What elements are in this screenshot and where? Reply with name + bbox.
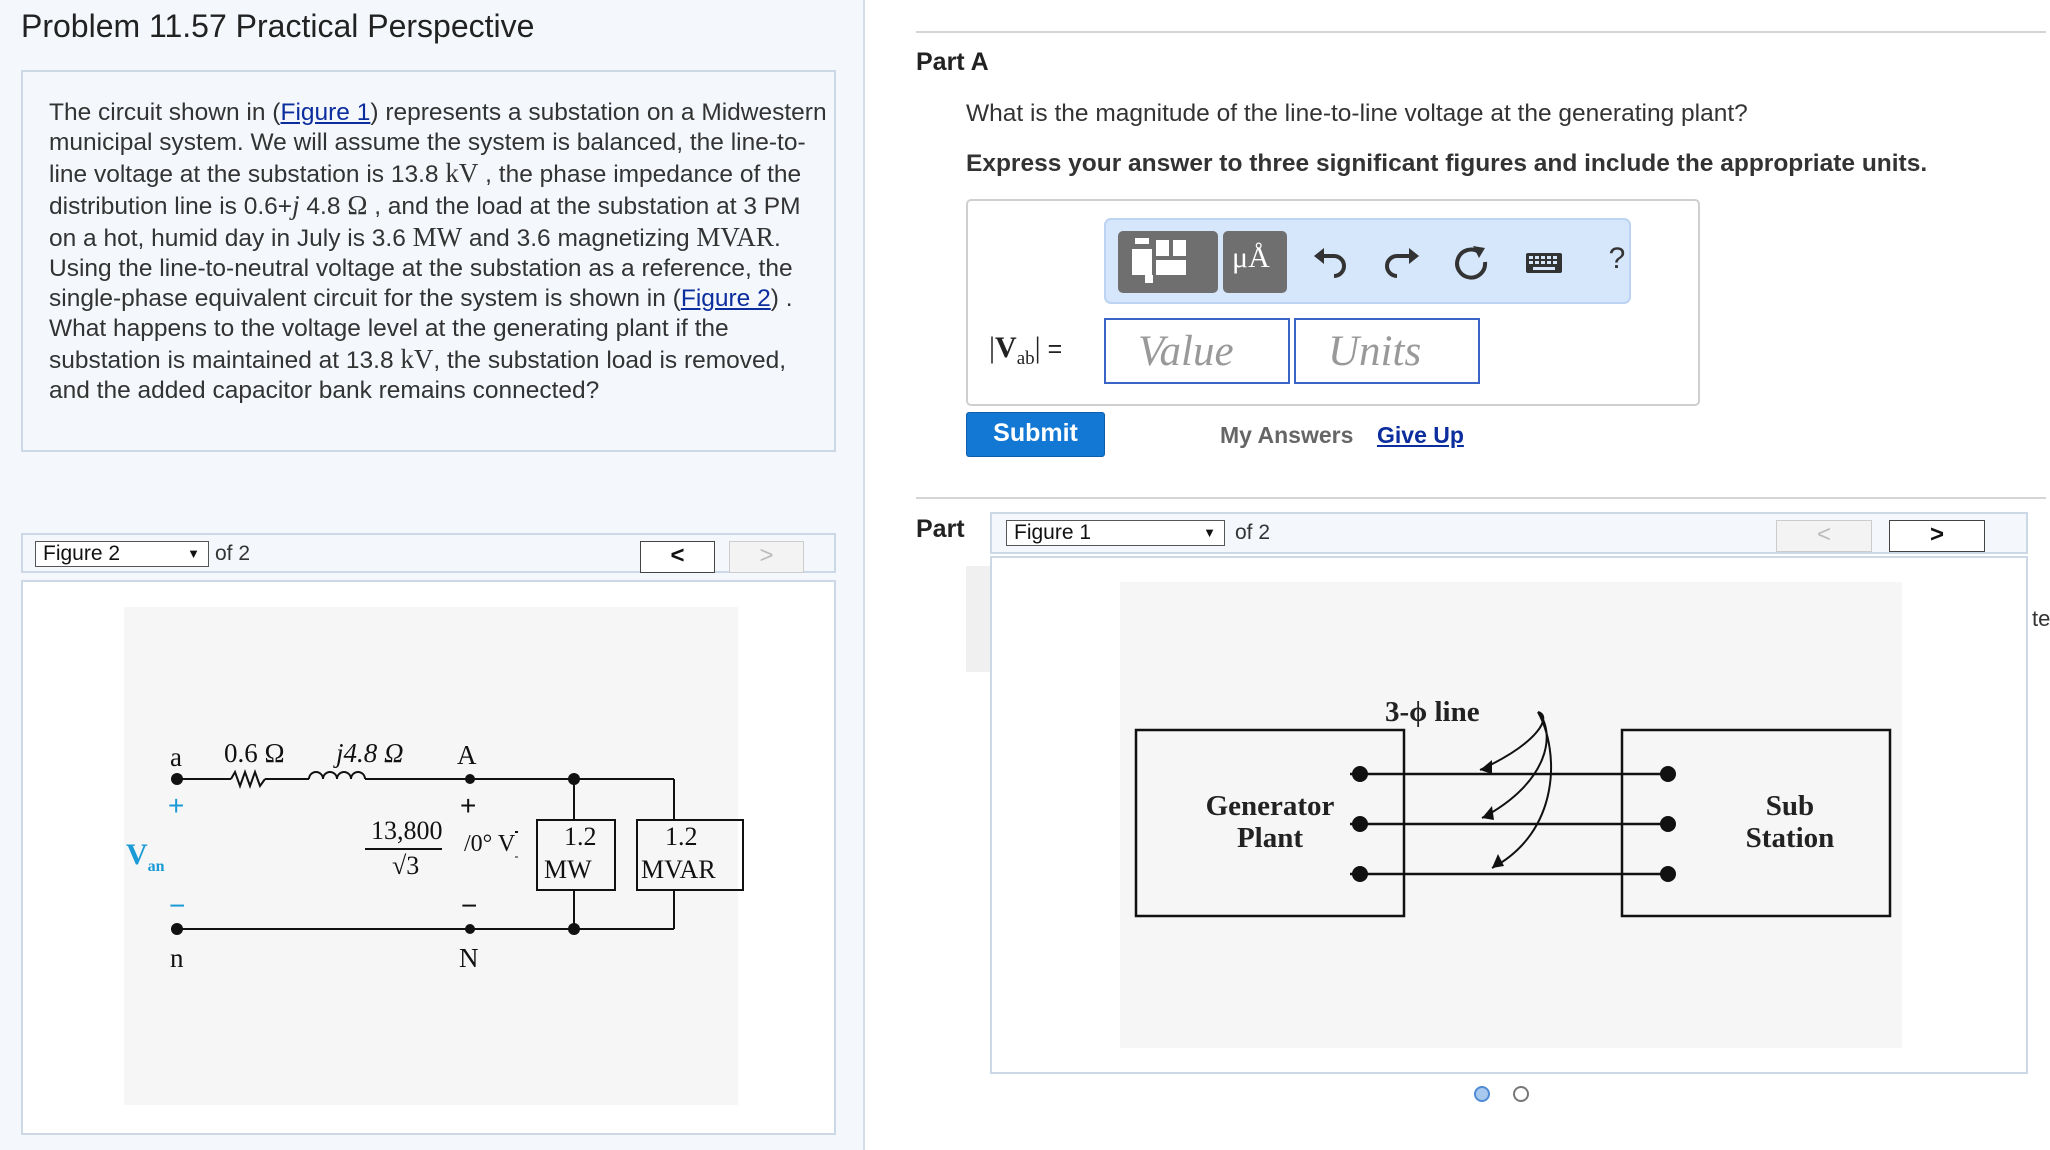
load-mvar-bottom: MVAR: [641, 855, 716, 884]
question-text: What is the magnitude of the line-to-line voltage at the generating plant?: [966, 100, 1748, 127]
problem-statement: [21, 70, 836, 452]
figure-2-link[interactable]: Figure 2: [680, 285, 771, 312]
source-minus: −: [461, 890, 478, 921]
templates-button[interactable]: [1118, 231, 1218, 293]
page-dot[interactable]: [1513, 1086, 1529, 1102]
my-answers-label: My Answers: [1220, 422, 1354, 448]
node-n-label: n: [170, 943, 184, 973]
units-icon: μÅ: [1232, 241, 1270, 274]
next-figure-button[interactable]: >: [729, 541, 804, 573]
value-input[interactable]: [1104, 318, 1290, 384]
top-divider: [916, 31, 2046, 33]
three-phase-line-label: 3-ϕ line: [1385, 696, 1480, 728]
figure-count: of 2: [215, 542, 251, 565]
figure-1-link[interactable]: Figure 1: [280, 99, 371, 126]
hidden-part-panel: [966, 566, 990, 672]
load-mw-top: 1.2: [564, 822, 597, 851]
cutoff-text: te: [2032, 606, 2050, 631]
van-label: $V_{an}$: [126, 838, 165, 875]
chevron-down-icon: ▼: [1203, 525, 1216, 540]
source-angle: /0° V: [464, 831, 516, 857]
load-mvar-top: 1.2: [665, 822, 698, 851]
figure-nav-bar: [21, 533, 836, 573]
van-minus: −: [169, 890, 186, 921]
substation-label: Sub Station: [1745, 790, 1835, 854]
reactance-label: j4.8 Ω: [336, 738, 404, 768]
instruction-text: Express your answer to three significant figures and include the appropriate units.: [966, 150, 1928, 177]
node-N-label: N: [459, 943, 479, 973]
figure-popup-prev-button[interactable]: <: [1776, 520, 1872, 552]
figure-popup-next-button[interactable]: >: [1889, 520, 1985, 552]
node-a-label: a: [170, 742, 182, 772]
templates-icon: [1118, 231, 1218, 293]
part-divider: [916, 497, 2046, 499]
part-b-label: Part: [916, 515, 965, 543]
load-mw-bottom: MW: [544, 855, 592, 884]
source-sqrt3: √3: [392, 851, 420, 880]
figure-popup-panel: [990, 556, 2028, 1074]
reset-icon: [1449, 242, 1493, 282]
redo-icon: [1379, 242, 1423, 282]
help-icon: ?: [1608, 242, 1626, 275]
prev-figure-button[interactable]: <: [640, 541, 715, 573]
problem-pane: [0, 0, 865, 1150]
figure-select[interactable]: Figure 2 ▼: [35, 541, 209, 567]
submit-button[interactable]: Submit: [966, 412, 1105, 457]
resistance-label: 0.6 Ω: [224, 738, 285, 768]
math-toolbar: [1104, 218, 1631, 304]
keyboard-button[interactable]: [1522, 242, 1566, 291]
undo-button[interactable]: [1310, 242, 1354, 291]
figure-footer-divider: [23, 1133, 834, 1135]
help-button[interactable]: [1595, 242, 1639, 276]
reset-button[interactable]: [1449, 242, 1493, 291]
keyboard-icon: [1522, 242, 1566, 282]
page-dot-active[interactable]: [1474, 1086, 1490, 1102]
give-up-link[interactable]: Give Up: [1377, 422, 1464, 448]
units-button[interactable]: [1223, 231, 1287, 293]
source-magnitude: 13,800: [371, 816, 443, 845]
generator-plant-label: Generator Plant: [1205, 790, 1335, 854]
figure-panel: [21, 580, 836, 1135]
node-A-label: A: [457, 740, 477, 770]
variable-label: $|V_{ab}|$ =: [989, 331, 1063, 369]
figure-popup-bar: [990, 512, 2028, 554]
figure-popup-count: of 2: [1235, 521, 1271, 544]
chevron-down-icon: ▼: [187, 546, 200, 561]
figure-popup-footer-divider: [992, 1072, 2026, 1074]
redo-button[interactable]: [1379, 242, 1423, 291]
undo-icon: [1310, 242, 1354, 282]
circuit-diagram: [124, 607, 738, 1105]
van-plus: +: [168, 790, 185, 821]
problem-title: Problem 11.57 Practical Perspective: [21, 8, 535, 44]
figure-popup-select[interactable]: Figure 1 ▼: [1006, 520, 1225, 546]
source-plus: +: [460, 790, 477, 821]
system-diagram: [1120, 582, 1902, 1048]
problem-text: The circuit shown in (Figure 1) represents a substation on a Midwestern municipal system. We will assume the system is balanced, the line-to-line voltage at the substation is 13.8 kV , the phase impedance of the distribution line is 0.6+j 4.8 Ω , and the load at the substation at 3 PM on a hot, humid day in July is 3.6 MW and 3.6 magnetizing MVAR. Using the line-to-neutral voltage at the substation as a reference, the single-phase equivalent circuit for the system is shown in (Figure 2) . What happens to the voltage level at the generating plant if the substation is maintained at 13.8 kV, the substation load is removed, and the added capacitor bank remains connected?: [49, 99, 827, 404]
part-a-title: Part A: [916, 48, 989, 76]
units-input[interactable]: [1294, 318, 1480, 384]
